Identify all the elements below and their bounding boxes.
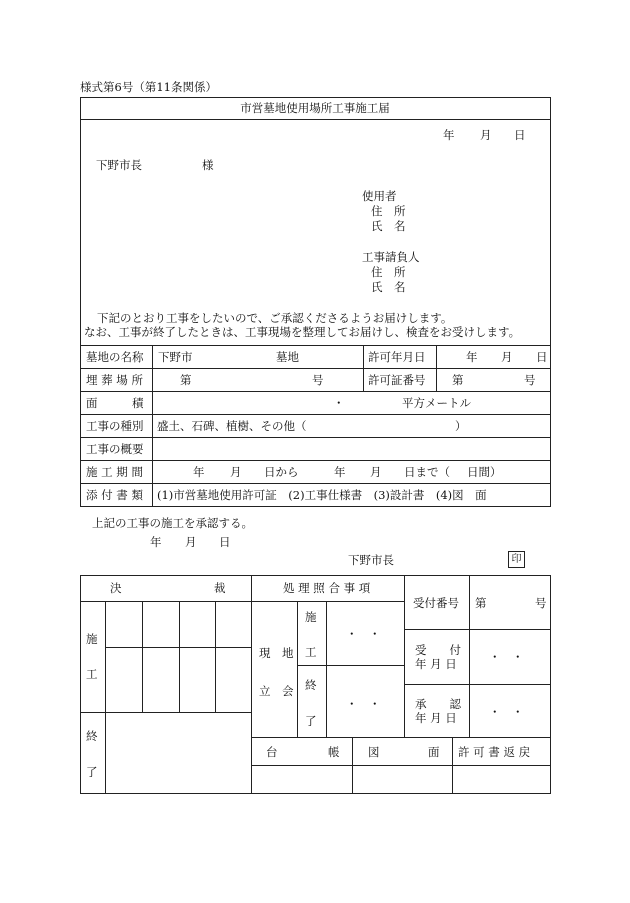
title-divider [80,119,551,120]
frame-right [550,97,551,507]
sub-finish-2: 了 [305,714,317,728]
t2-line [105,647,251,648]
t2-line [404,684,550,685]
date-year: 年 [443,128,455,142]
work-type-close: ） [455,419,467,433]
t1-col-divider [363,345,364,391]
t2-line [105,601,106,793]
approval-day: 日 [219,535,231,549]
contractor-name: 氏 名 [371,280,406,294]
check-header: 処 理 照 合 事 項 [283,581,371,595]
receipt-dai: 第 [475,596,487,610]
t1-line [80,506,551,507]
t2-line [452,737,453,793]
t2-line [251,765,550,766]
site-label-1: 現 地 [259,646,294,660]
permit-date-month: 月 [501,350,513,364]
ledger-label-2: 帳 [328,745,340,759]
t2-line [251,601,404,602]
t2-line [297,601,298,737]
t2-line [179,601,180,712]
form-number: 様式第6号（第11条関係） [80,80,217,94]
sub-construct-1: 施 [305,610,317,624]
date-day: 日 [514,128,526,142]
drawing-label-1: 図 [368,745,380,759]
contractor-address: 住 所 [371,265,406,279]
receipt-go: 号 [535,596,547,610]
t1-label-divider [152,345,153,506]
approval-date-label-1: 承 認 [415,697,461,711]
period-from-month: 月 [230,465,242,479]
work-type-label: 工事の種別 [86,419,144,433]
addressee-name: 下野市長 [96,158,142,172]
burial-dai: 第 [180,373,192,387]
applicant-name: 氏 名 [371,219,406,233]
t2-bottom [80,793,551,794]
form-title: 市営墓地使用場所工事施工届 [240,101,390,115]
area-label: 面 積 [86,396,144,410]
work-type-value[interactable]: 盛土、石碑、植樹、その他（ [157,419,307,433]
frame-top [80,97,551,98]
contractor-heading: 工事請負人 [362,250,420,264]
permit-go: 号 [524,373,536,387]
burial-place-label: 埋 葬 場 所 [86,373,143,387]
decision-label-2: 裁 [214,581,226,595]
area-dot: ・ [333,396,345,410]
decision-label-1: 決 [110,581,122,595]
t1-line [80,414,551,415]
construct-date-dots: ・ ・ [346,627,381,641]
approval-date-dots: ・ ・ [489,705,524,719]
period-to-day: 日まで（ [404,465,450,479]
cemetery-suffix: 墓地 [276,350,299,364]
site-label-2: 立 会 [259,684,294,698]
period-label: 施 工 期 間 [86,465,143,479]
period-to-year: 年 [334,465,346,479]
t1-line [80,437,551,438]
permit-dai: 第 [452,373,464,387]
receipt-date-dots: ・ ・ [489,650,524,664]
seal-stamp: 印 [508,551,525,568]
t2-line [469,575,470,737]
cemetery-city[interactable]: 下野市 [158,350,193,364]
t2-line [297,665,404,666]
attachments-label: 添 付 書 類 [86,488,143,502]
sub-finish-1: 終 [305,678,317,692]
t2-top [80,575,551,576]
drawing-label-2: 面 [428,745,440,759]
t2-left [80,575,81,794]
ledger-label-1: 台 [266,745,278,759]
period-from-day: 日から [264,465,299,479]
period-days: 日間） [467,465,502,479]
finish-label-1: 終 [86,729,98,743]
cemetery-name-label: 墓地の名称 [86,350,144,364]
t1-line [80,391,551,392]
permit-date-label: 許可年月日 [368,350,426,364]
body-text-1: 下記のとおり工事をしたいので、ご承認くださるようお届けします。 [97,311,453,325]
permit-return-label: 許 可 書 返 戻 [458,745,531,759]
period-to-month: 月 [370,465,382,479]
approval-text: 上記の工事の施工を承認する。 [92,516,253,530]
t2-line [404,629,550,630]
receipt-date-label-1: 受 付 [415,643,461,657]
t2-line [326,601,327,737]
applicant-address: 住 所 [371,204,406,218]
t1-line [80,368,551,369]
frame-left [80,97,81,507]
finish-label-2: 了 [86,765,98,779]
t1-line [80,483,551,484]
construct-label-2: 工 [86,667,98,681]
work-summary-label: 工事の概要 [86,442,144,456]
sub-construct-2: 工 [305,645,317,659]
t2-line [352,737,353,793]
addressee-honorific: 様 [202,158,214,172]
t2-right [550,575,551,794]
t2-line [404,575,405,737]
t2-line [80,712,251,713]
applicant-heading: 使用者 [362,189,397,203]
t1-line [80,460,551,461]
receipt-date-label-2: 年 月 日 [415,657,457,671]
t2-line [251,737,550,738]
t2-divider [251,575,252,793]
finish-date-dots: ・ ・ [346,697,381,711]
t2-line [142,601,143,712]
construct-label-1: 施 [86,632,98,646]
body-text-2: なお、工事が終了したときは、工事現場を整理してお届けし、検査をお受けします。 [84,325,521,339]
attachments-value: (1)市営墓地使用許可証 (2)工事仕様書 (3)設計書 (4)図 面 [157,488,487,502]
approval-month: 月 [185,535,197,549]
permit-number-label: 許可証番号 [368,373,426,387]
area-unit: 平方メートル [402,396,471,410]
approval-mayor: 下野市長 [348,553,394,567]
permit-date-year: 年 [466,350,478,364]
permit-date-day: 日 [536,350,548,364]
t1-line [80,345,551,346]
date-month: 月 [480,128,492,142]
burial-go: 号 [312,373,324,387]
t1-col-divider [436,345,437,391]
approval-date-label-2: 年 月 日 [415,711,457,725]
receipt-number-label: 受付番号 [413,596,459,610]
approval-year: 年 [150,535,162,549]
period-from-year: 年 [193,465,205,479]
t2-line [215,601,216,712]
